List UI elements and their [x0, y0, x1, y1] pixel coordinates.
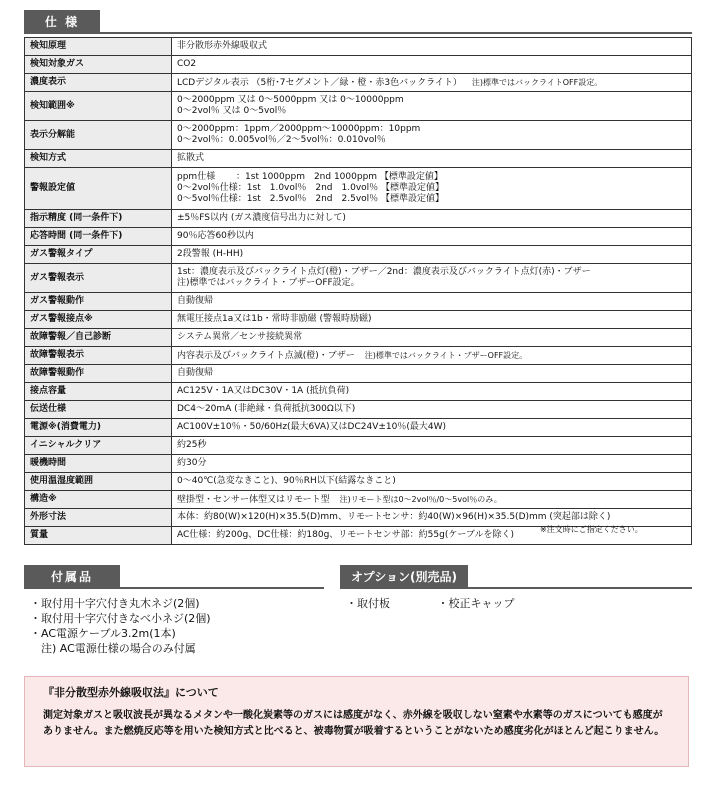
spec-value: 内容表示及びバックライト点滅(橙)・ブザー	[177, 350, 355, 361]
spec-value: 0～40℃(急変なきこと)、90％RH以下(結露なきこと)	[177, 476, 396, 486]
table-row	[25, 419, 692, 437]
spec-section-tab: 仕 様	[24, 10, 100, 34]
spec-value-cell	[172, 293, 692, 311]
spec-value-cell	[172, 491, 692, 509]
spec-value: AC125V・1A又はDC30V・1A (抵抗負荷)	[177, 386, 350, 396]
spec-value-cell	[172, 150, 692, 168]
spec-label: 検知方式	[25, 150, 172, 168]
spec-value: 0～2000ppm 又は 0～5000ppm 又は 0～10000ppm 0～2vol％ 又は 0～5vol％	[177, 95, 404, 116]
spec-label: 検知範囲※	[25, 92, 172, 121]
table-row	[25, 92, 692, 121]
list-item: ・取付用十字穴付き丸木ネジ(2個)	[30, 597, 200, 610]
spec-value: 約25秒	[177, 440, 207, 450]
spec-note: 注)リモート型は0～2vol％/0～5vol％のみ。	[339, 494, 502, 504]
table-row	[25, 365, 692, 383]
spec-label: 暖機時間	[25, 455, 172, 473]
spec-label: 故障警報表示	[25, 347, 172, 365]
options-section-rule	[340, 587, 692, 589]
spec-value-cell	[172, 383, 692, 401]
spec-label: ガス警報接点※	[25, 311, 172, 329]
spec-value: 自動復帰	[177, 296, 214, 306]
table-row	[25, 74, 692, 92]
spec-value: DC4～20mA (非絶縁・負荷抵抗300Ω以下)	[177, 404, 356, 414]
spec-value: ±5％FS以内 (ガス濃度信号出力に対して)	[177, 213, 346, 223]
spec-value: 約30分	[177, 458, 207, 468]
spec-note: 注)標準ではバックライト・ブザーOFF設定。	[364, 350, 528, 360]
list-item: ・取付板	[346, 597, 390, 610]
spec-value-cell	[172, 210, 692, 228]
table-row	[25, 383, 692, 401]
spec-value: 拡散式	[177, 153, 205, 163]
spec-label: 接点容量	[25, 383, 172, 401]
spec-value: LCDデジタル表示 （5桁･7セグメント／緑・橙・赤3色バックライト）	[177, 77, 462, 88]
table-row	[25, 437, 692, 455]
about-body: 測定対象ガスと吸収波長が異なるメタンや一酸化炭素等のガスには感度がなく、赤外線を吸収しない窒素や水素等のガスについても感度がありません。また燃焼反応等を用いた検知方式と比べると、被毒物質が吸着するということがないため感度劣化がほとんど起こりません。	[43, 710, 665, 737]
spec-label: 濃度表示	[25, 74, 172, 92]
accessories-section-tab: 付属品	[24, 565, 120, 589]
spec-value: システム異常／センサ接続異常	[177, 332, 303, 342]
spec-label: 使用温湿度範囲	[25, 473, 172, 491]
spec-value: 1st：濃度表示及びバックライト点灯(橙)・ブザー／2nd：濃度表示及びバックライト点灯(赤)・ブザー 注)標準ではバックライト・ブザーOFF設定。	[177, 267, 591, 288]
spec-value: 非分散形赤外線吸収式	[177, 41, 268, 51]
spec-value-cell	[172, 401, 692, 419]
table-row	[25, 491, 692, 509]
table-row	[25, 329, 692, 347]
list-item: 注) AC電源仕様の場合のみ付属	[30, 642, 196, 655]
spec-value: AC100V±10％・50/60Hz(最大6VA)又はDC24V±10％(最大4W)	[177, 422, 446, 432]
spec-value-cell	[172, 246, 692, 264]
options-section-tab: オプション(別売品)	[340, 565, 468, 589]
spec-label: 伝送仕様	[25, 401, 172, 419]
table-row	[25, 150, 692, 168]
spec-value-cell	[172, 455, 692, 473]
table-row	[25, 168, 692, 210]
spec-value: 0～2000ppm：1ppm／2000ppm～10000ppm：10ppm 0～2vol％：0.005vol％／2～5vol％：0.010vol％	[177, 124, 421, 145]
spec-label: イニシャルクリア	[25, 437, 172, 455]
spec-label: 故障警報動作	[25, 365, 172, 383]
list-item: ・校正キャップ	[437, 597, 515, 610]
table-row	[25, 473, 692, 491]
spec-value: 本体：約80(W)×120(H)×35.5(D)mm、リモートセンサ：約40(W)×96(H)×35.5(D)mm (突起部は除く)	[177, 512, 611, 522]
spec-value: 90％応答60秒以内	[177, 231, 254, 241]
spec-label: 指示精度 (同一条件下)	[25, 210, 172, 228]
spec-section-rule	[24, 32, 692, 34]
spec-value-cell	[172, 365, 692, 383]
spec-value-cell	[172, 347, 692, 365]
spec-label: 警報設定値	[25, 168, 172, 210]
accessories-list	[30, 596, 211, 656]
spec-note: 注)標準ではバックライトOFF設定。	[471, 77, 603, 87]
table-row	[25, 264, 692, 293]
table-row	[25, 56, 692, 74]
spec-value: 自動復帰	[177, 368, 214, 378]
spec-label: 検知対象ガス	[25, 56, 172, 74]
spec-value-cell	[172, 419, 692, 437]
spec-label: 外形寸法	[25, 509, 172, 527]
table-row	[25, 228, 692, 246]
order-note: ※注文時にご指定ください。	[540, 525, 643, 534]
spec-label: 質量	[25, 527, 172, 545]
spec-label: 電源※(消費電力)	[25, 419, 172, 437]
table-row	[25, 401, 692, 419]
spec-value-cell	[172, 74, 692, 92]
spec-value: 2段警報 (H-HH)	[177, 249, 244, 259]
spec-value-cell	[172, 56, 692, 74]
spec-value-cell	[172, 121, 692, 150]
spec-value-cell	[172, 473, 692, 491]
spec-value-cell	[172, 264, 692, 293]
spec-label: ガス警報表示	[25, 264, 172, 293]
table-row	[25, 347, 692, 365]
spec-value-cell	[172, 38, 692, 56]
table-row	[25, 293, 692, 311]
spec-value-cell	[172, 168, 692, 210]
spec-label: 応答時間 (同一条件下)	[25, 228, 172, 246]
spec-value: 壁掛型・センサー体型又はリモート型	[177, 494, 330, 505]
options-list	[346, 596, 515, 611]
table-row	[25, 311, 692, 329]
table-row	[25, 246, 692, 264]
spec-value-cell	[172, 329, 692, 347]
spec-value-cell	[172, 228, 692, 246]
spec-value: AC仕様：約200g、DC仕様：約180g、リモートセンサ部：約55g(ケーブルを除く)	[177, 530, 515, 540]
table-row	[25, 38, 692, 56]
spec-value-cell	[172, 311, 692, 329]
spec-label: ガス警報動作	[25, 293, 172, 311]
table-row	[25, 455, 692, 473]
spec-value: CO2	[177, 59, 197, 69]
spec-label: 検知原理	[25, 38, 172, 56]
spec-value-cell	[172, 437, 692, 455]
spec-label: 構造※	[25, 491, 172, 509]
spec-label: 表示分解能	[25, 121, 172, 150]
about-box	[24, 676, 689, 767]
spec-value: 無電圧接点1a又は1b・常時非励磁 (警報時励磁)	[177, 314, 372, 324]
list-item: ・取付用十字穴付きなべ小ネジ(2個)	[30, 612, 211, 625]
spec-label: ガス警報タイプ	[25, 246, 172, 264]
table-row	[25, 121, 692, 150]
spec-table	[24, 37, 692, 545]
about-title: 『非分散型赤外線吸収法』について	[43, 686, 219, 699]
spec-value: ppm仕様 ：1st 1000ppm 2nd 1000ppm 【標準設定値】 0～2vol％仕様：1st 1.0vol％ 2nd 1.0vol％ 【標準設定値】 0～5vol％仕様：1st 2.5vol％ 2nd 2.5vol％ 【標準設定値】	[177, 172, 445, 204]
list-item: ・AC電源ケーブル3.2m(1本)	[30, 627, 176, 640]
spec-value-cell	[172, 92, 692, 121]
spec-label: 故障警報／自己診断	[25, 329, 172, 347]
table-row	[25, 210, 692, 228]
accessories-section-rule	[24, 587, 324, 589]
